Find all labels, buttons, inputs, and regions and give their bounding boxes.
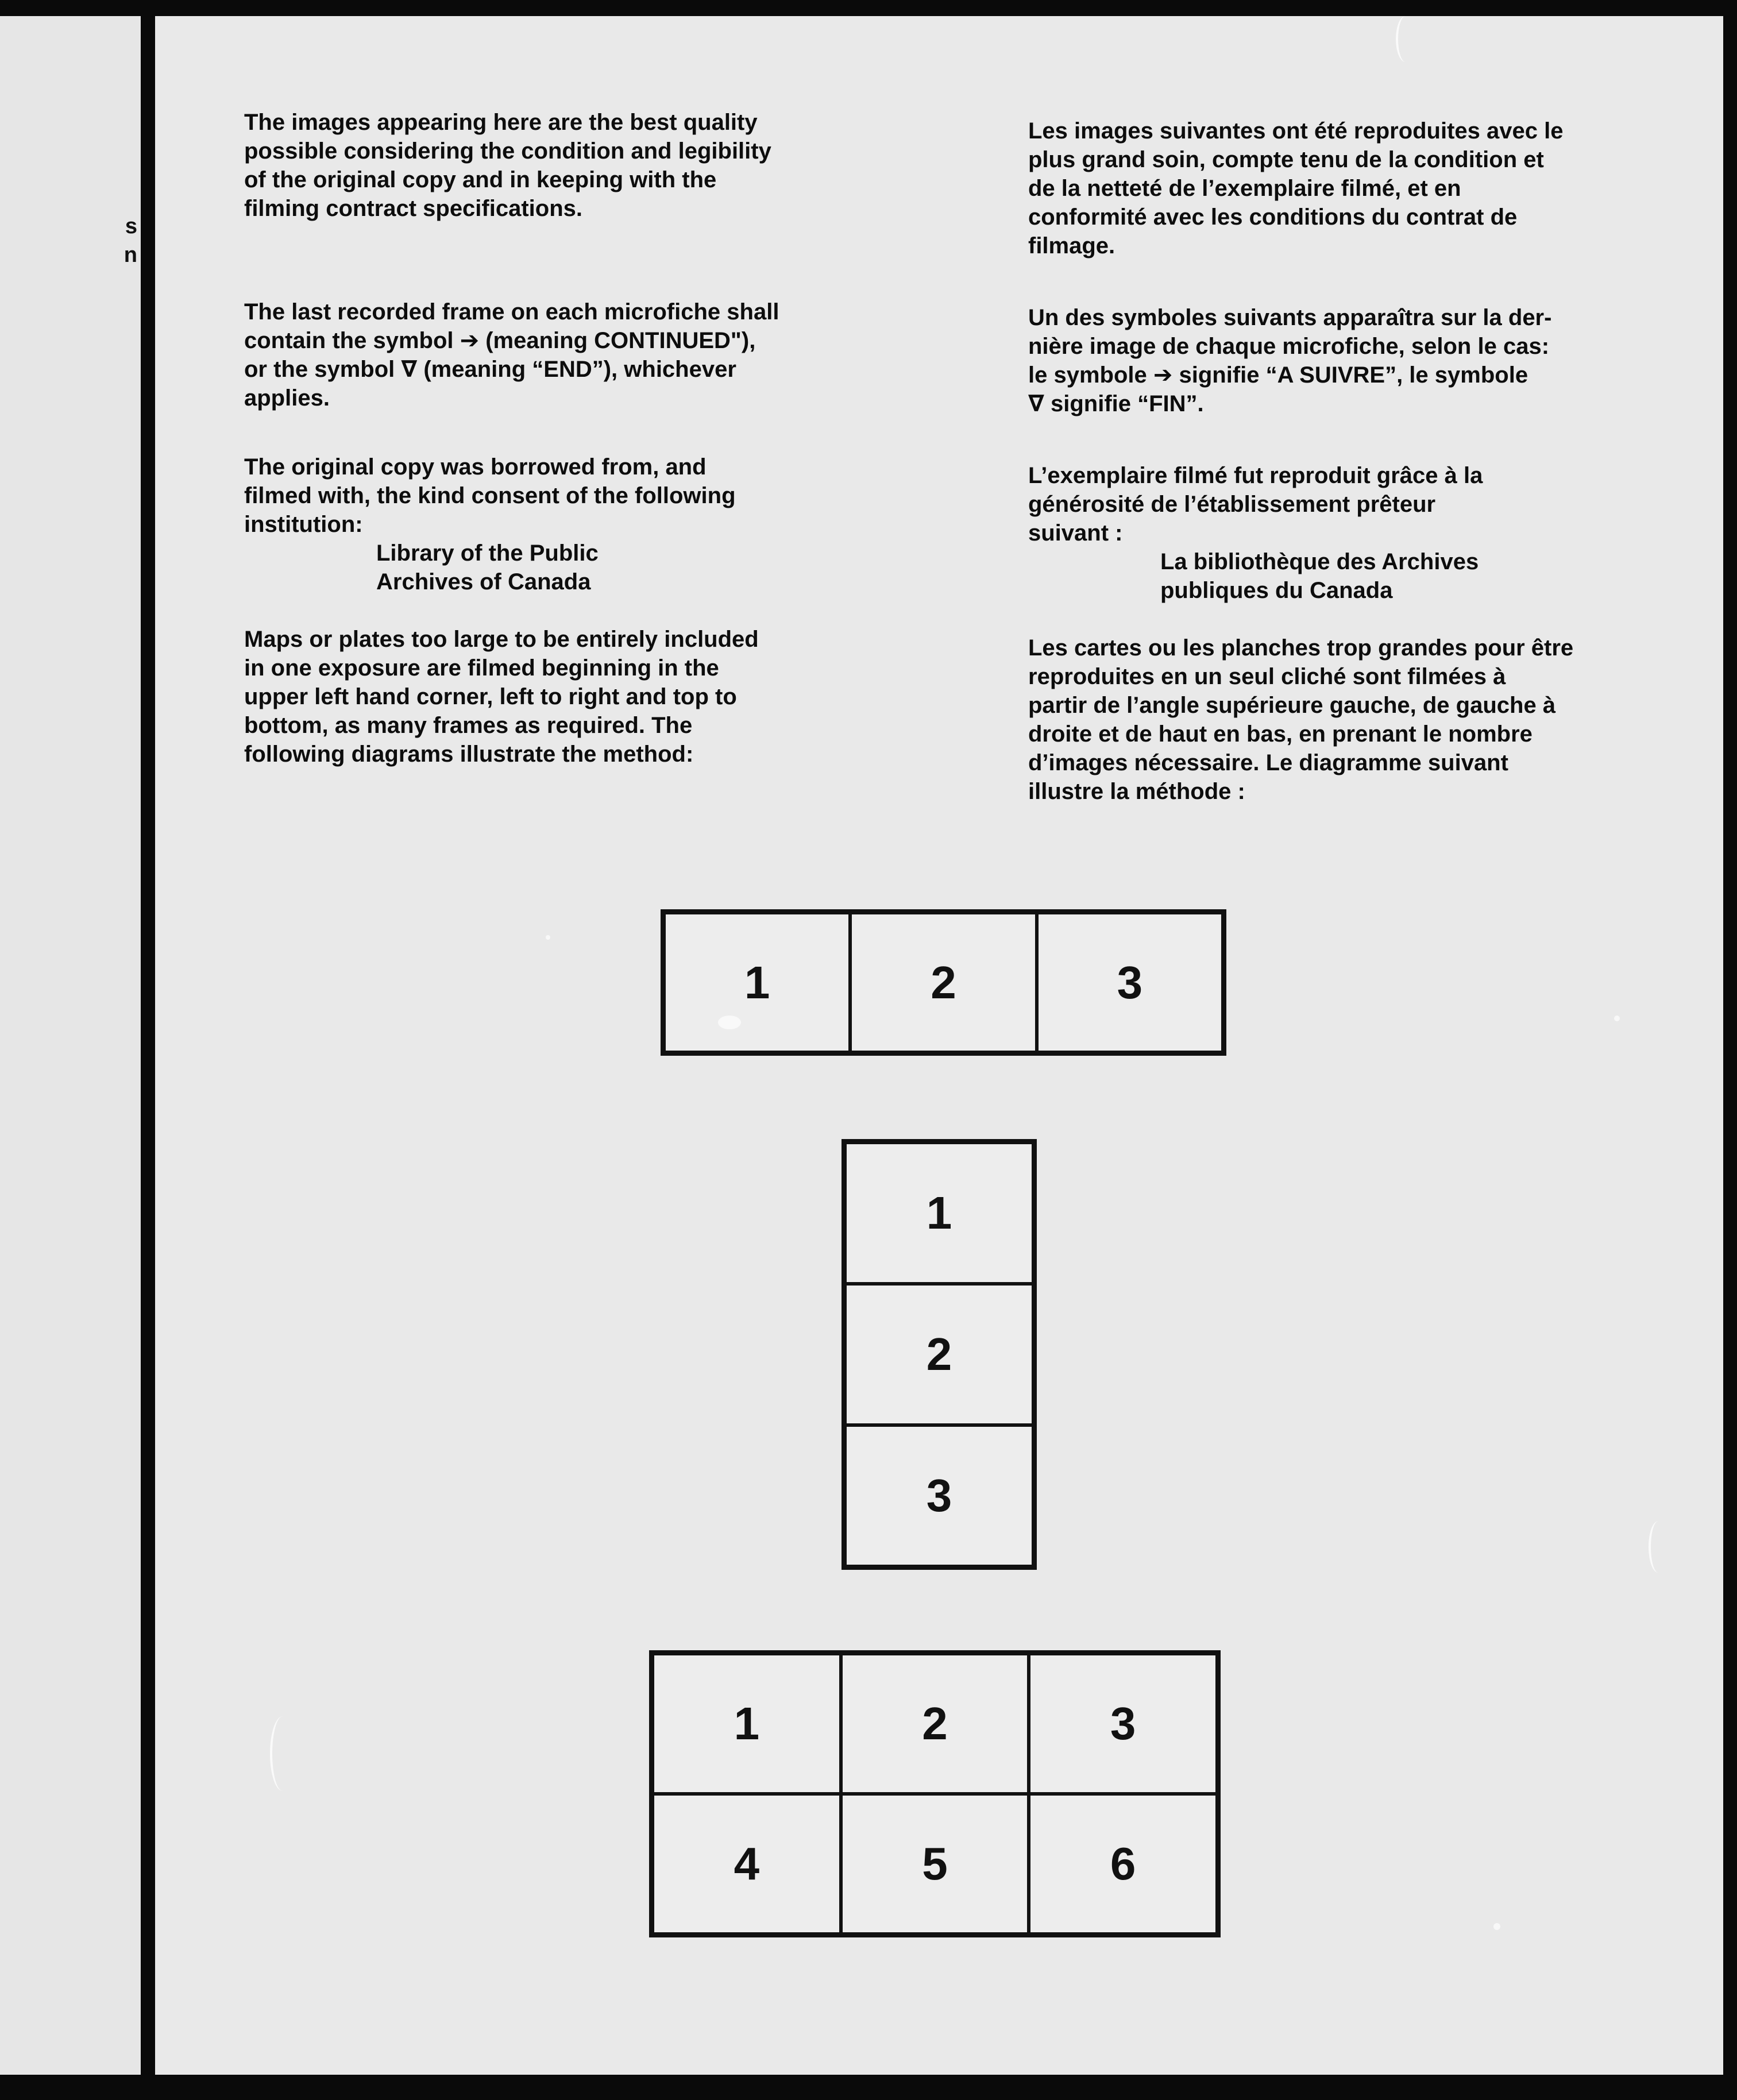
edge-glyph: s: [125, 214, 137, 238]
en-consent-paragraph: The original copy was borrowed from, and filmed with, the kind consent of the following institution:: [244, 454, 736, 537]
film-speck: [718, 1016, 741, 1029]
microfiche-target-sheet: [155, 16, 1723, 2075]
frame-cell: 5: [841, 1794, 1029, 1934]
film-speck: [546, 935, 550, 940]
fr-quality-paragraph: Les images suivantes ont été reproduites avec le plus grand soin, compte tenu de la condition et de la netteté de l’exemplaire filmé, et en conformité avec les conditions du contrat de filmage.: [1028, 118, 1564, 258]
film-scratch: [1396, 16, 1415, 62]
fr-institution-name: La bibliothèque des Archives publiques du Canada: [1160, 549, 1479, 603]
frame-cell: 2: [845, 1284, 1033, 1425]
en-institution-name: Library of the Public Archives of Canada: [376, 541, 599, 595]
column-frames-diagram: [842, 1139, 1037, 1570]
frame-cell: 3: [845, 1425, 1033, 1566]
frame-cell: 1: [845, 1142, 1033, 1284]
en-quality-paragraph: The images appearing here are the best quality possible considering the condition and legibility of the original copy and in keeping with the filming contract specifications.: [244, 110, 771, 221]
film-speck: [1614, 1016, 1620, 1021]
en-method-paragraph: Maps or plates too large to be entirely included in one exposure are filmed beginning in the upper left hand corner, left to right and top to bottom, as many frames as required. The following diagrams illustrate the method:: [244, 627, 759, 767]
film-scratch: [270, 1716, 295, 1791]
film-speck: [1493, 1923, 1500, 1930]
edge-glyph: n: [123, 243, 137, 267]
frame-cell: 3: [1037, 913, 1223, 1052]
fr-symbol-paragraph: Un des symboles suivants apparaîtra sur la der- nière image de chaque microfiche, selon le cas: le symbole ➔ signifie “A SUIVRE”, le symbole ∇ signifie “FIN”.: [1028, 305, 1552, 416]
frame-cell: 3: [1029, 1654, 1217, 1794]
frame-cell: 2: [841, 1654, 1029, 1794]
previous-frame-strip: [0, 16, 141, 2075]
fr-method-paragraph: Les cartes ou les planches trop grandes pour être reproduites en un seul cliché sont filmées à partir de l’angle supérieure gauche, de gauche à droite et de haut en bas, en prenant le nombre d’images nécessaire. Le diagramme suivant illustre la méthode :: [1028, 635, 1574, 804]
frame-cell: 1: [664, 913, 850, 1052]
frame-cell: 2: [850, 913, 1036, 1052]
row-frames-diagram: [661, 909, 1226, 1056]
film-scratch: [1649, 1521, 1668, 1573]
frame-cell: 4: [653, 1794, 841, 1934]
en-symbol-paragraph: The last recorded frame on each microfiche shall contain the symbol ➔ (meaning CONTINUED"), or the symbol ∇ (meaning “END”), whichever applies.: [244, 299, 779, 411]
frame-cell: 6: [1029, 1794, 1217, 1934]
grid-frames-diagram: [649, 1650, 1221, 1937]
frame-cell: 1: [653, 1654, 841, 1794]
fr-consent-paragraph: L’exemplaire filmé fut reproduit grâce à la générosité de l’établissement prêteur suivant :: [1028, 463, 1483, 546]
